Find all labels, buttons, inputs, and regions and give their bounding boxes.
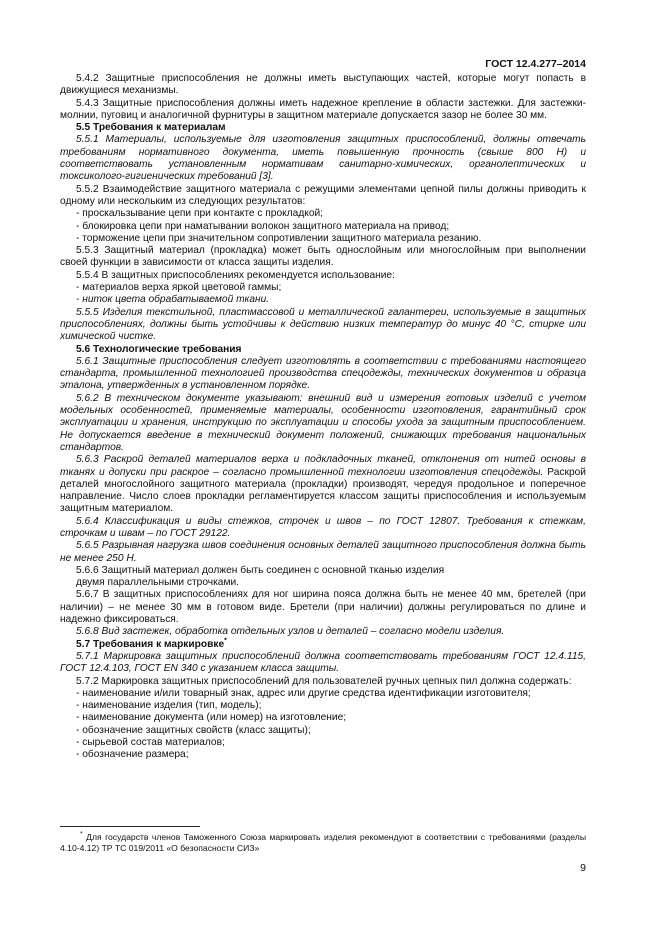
paragraph: 5.6.6 Защитный материал должен быть соединен с основной тканью изделия	[76, 564, 445, 576]
paragraph: 5.6.8 Вид застежек, обработка отдельных узлов и деталей – согласно модели изделия.	[76, 626, 505, 638]
section-heading: 5.6 Технологические требования	[76, 343, 242, 355]
paragraph: 5.7.1 Маркировка защитных приспособлений должна соответствовать требованиям ГОСТ 12.4.115, ГОСТ 12.4.103, ГОСТ EN 340 с указанием класса защиты.	[60, 650, 586, 675]
paragraph: 5.4.3 Защитные приспособления должны иметь надежное крепление в области застежки. Для застежки-молнии, пуговиц и аналогичной фурнитуры в защитном материале допускается зазор не более 30 мм.	[60, 97, 586, 121]
paragraph: 5.6.2 В техническом документе указывают: внешний вид и измерения готовых изделий с учетом модельных особенностей, применяемые материалы, особенности изготовления, гарантийный срок эксплуатации и хранения, инструкцию по эксплуатации и способы ухода за защитным приспособлением. Не допускается введение в технический документ положений, снижающих требования национальных стандартов.	[60, 392, 586, 453]
footnote-divider	[60, 826, 200, 827]
footnote-reference: *	[224, 637, 227, 645]
section-heading: 5.5 Требования к материалам	[76, 122, 226, 134]
paragraph: 5.6.7 В защитных приспособлениях для ног ширина пояса должна быть не менее 40 мм, бретелей (при наличии) – не менее 30 мм в готовом виде. Бретели (при наличии) должны регулироваться по длине и надежно фиксироваться.	[60, 589, 586, 626]
list-item: - сырьевой состав материалов;	[76, 737, 225, 749]
paragraph: двумя параллельными строчками.	[76, 577, 239, 589]
list-item: - торможение цепи при значительном сопротивлении защитного материала резанию.	[76, 232, 482, 244]
paragraph	[60, 454, 586, 515]
list-item: - блокировка цепи при наматывании волокон защитного материала на привод;	[76, 220, 450, 232]
section-heading	[60, 639, 586, 651]
list-item: - материалов верха яркой цветовой гаммы;	[76, 282, 282, 294]
paragraph-regular-part: Раскрой деталей многослойного защитного материала (прокладки) производят, чередуя продольное и поперечное направление. Число слоев прокладки регламентируется классом защиты приспособления и используемым защитным материалом.	[60, 466, 586, 515]
paragraph-italic-part: 5.6.3 Раскрой деталей материалов верха и подкладочных тканей, отклонения от нитей основы в тканях и допуски при раскрое – согласно промышленной технологии изготовления спецодежды.	[60, 454, 586, 478]
list-item: - наименование документа (или номер) на изготовление;	[76, 712, 347, 724]
paragraph: 5.6.1 Защитные приспособления следует изготовлять в соответствии с требованиями настоящего стандарта, промышленной технологией производства спецодежды, технических документов и образца эталона, утвержденных в установленном порядке.	[60, 355, 586, 392]
list-item: - наименование изделия (тип, модель);	[76, 700, 262, 712]
paragraph: 5.7.2 Маркировка защитных приспособлений для пользователей ручных цепных пил должна содержать:	[76, 675, 572, 687]
paragraph: 5.5.1 Материалы, используемые для изготовления защитных приспособлений, должны отвечать требованиям нормативного документа, иметь повышенную прочность (свыше 800 Н) и соответствовать установленным нормативам санитарно-химических, органолептических и токсиколого-гигиенических требований [3].	[60, 134, 586, 183]
paragraph: 5.5.2 Взаимодействие защитного материала с режущими элементами цепной пилы должны приводить к одному или нескольким из следующих результатов:	[60, 183, 586, 207]
body-text	[60, 73, 586, 762]
paragraph: 5.6.4 Классификация и виды стежков, строчек и швов – по ГОСТ 12807. Требования к стежкам, строчкам и швам – по ГОСТ 29122.	[60, 515, 586, 539]
paragraph: 5.4.2 Защитные приспособления не должны иметь выступающих частей, которые могут попасть в движущиеся механизмы.	[60, 73, 586, 97]
section-heading-text: 5.7 Требования к маркировке	[76, 638, 225, 650]
list-item: - ниток цвета обрабатываемой ткани.	[76, 294, 270, 306]
page-number: 9	[580, 862, 586, 874]
document-header: ГОСТ 12.4.277–2014	[485, 58, 586, 70]
document-page	[60, 0, 586, 936]
paragraph: 5.6.5 Разрывная нагрузка швов соединения основных деталей защитного приспособления должна быть не менее 250 Н.	[60, 540, 586, 564]
list-item: - обозначение защитных свойств (класс защиты);	[76, 724, 311, 736]
list-item: - наименование и/или товарный знак, адрес или другие средства идентификации изготовителя;	[76, 687, 531, 699]
paragraph: 5.5.4 В защитных приспособлениях рекомендуется использование:	[76, 269, 395, 281]
footnote-mark: *	[80, 831, 83, 839]
paragraph: 5.5.5 Изделия текстильной, пластмассовой и металлической галантереи, используемые в защитных приспособлениях, должны быть устойчивы к действию низких температур до минус 40 °С, стирке или химической чистке.	[60, 306, 586, 343]
paragraph: 5.5.3 Защитный материал (прокладка) может быть однослойным или многослойным при выполнении своей функции в зависимости от класса защиты изделия.	[60, 245, 586, 269]
footnote	[60, 832, 586, 853]
list-item: - проскальзывание цепи при контакте с прокладкой;	[76, 208, 324, 220]
list-item: - обозначение размера;	[76, 749, 189, 761]
footnote-text: Для государств членов Таможенного Союза маркировать изделия рекомендуют в соответствии с требованиями (разделы 4.10-4.12) ТР ТС 019/2011 «О безопасности СИЗ»	[60, 832, 586, 853]
